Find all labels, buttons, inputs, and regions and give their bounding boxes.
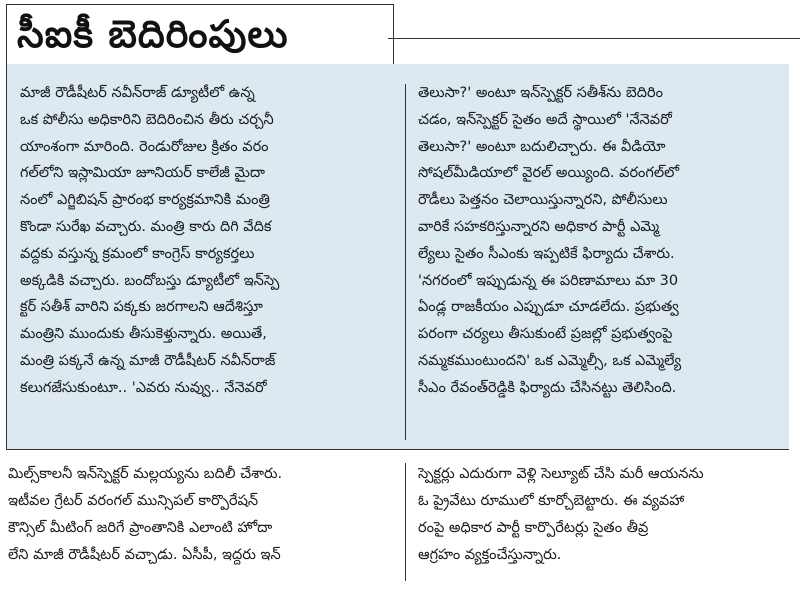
text-line: రౌడీలు పెత్తనం చెలాయిస్తున్నారని, పోలీసులు (418, 192, 668, 209)
text-line: మిల్స్‌కాలనీ ఇన్‌స్పెక్టర్ మల్లయ్యను బదిలీ చేశారు. (8, 466, 283, 482)
text-line: వద్దకు వస్తున్న క్రమంలో కాంగ్రెస్ కార్యకర్తలు (20, 245, 255, 262)
text-line: నంలో ఎగ్జిబిషన్ ప్రారంభ కార్యక్రమానికి మంత్రి (20, 192, 270, 209)
text-line: క్టర్ సతీశ్ వారిని పక్కకు జరగాలని ఆదేశిస్తూ (20, 299, 263, 316)
text-line: మాజీ రౌడీషీటర్ నవీన్‌రాజ్ డ్యూటీలో ఉన్న (20, 85, 255, 101)
text-line: వారికే సహకరిస్తున్నారని అధికార పార్టీ ఎమ్మె (418, 218, 660, 235)
text-line: మంత్రి పక్కనే ఉన్న మాజీ రౌడీషీటర్ నవీన్‌రాజ్ (20, 352, 276, 369)
text-line: గల్‌లోని ఇస్లామియా జూనియర్ కాలేజీ మైదా (20, 165, 265, 182)
column-divider (405, 463, 406, 581)
text-line: నమ్మకముంటుందని' ఒక ఎమ్మెల్సీ, ఒక ఎమ్మెల్యే (418, 352, 682, 369)
text-line: తెలుసా?' అంటూ బదులిచ్చారు. ఈ వీడియో (418, 138, 666, 155)
headline-rule (388, 38, 800, 39)
bottom-left-column (8, 461, 396, 569)
text-line: ఏండ్ల రాజకీయం ఎప్పుడూ చూడలేదు. ప్రభుత్వ (418, 299, 679, 316)
text-line: సీఎం రేవంత్‌రెడ్డికి ఫిర్యాదు చేసినట్టు తెలిసింది. (418, 379, 677, 396)
text-line: అక్కడికి వచ్చారు. బందోబస్తు డ్యూటీలో ఇన్‌స్పె (20, 272, 280, 289)
text-line: ఆగ్రహం వ్యక్తంచేస్తున్నారు. (418, 547, 562, 563)
text-line: స్పెక్టర్లు ఎదురుగా వెళ్లి సెల్యూట్ చేసి మరీ ఆయనను (418, 466, 704, 482)
column-divider (405, 84, 406, 440)
headline: సీఐకీ బెదిరింపులు (17, 12, 289, 56)
text-line: చడం, ఇన్‌స్పెక్టర్ సైతం అదే స్థాయిలో 'నేనెవరో (418, 111, 672, 128)
text-line: 'నగరంలో ఇప్పుడున్న ఈ పరిణామాలు మా 30 (418, 272, 679, 289)
text-line: కొండా సురేఖ వచ్చారు. మంత్రి కారు దిగి వేదిక (20, 218, 272, 235)
text-line: యాంశంగా మారింది. రెండురోజుల క్రితం వరం (20, 138, 269, 155)
boxed-right-column (418, 80, 780, 402)
text-line: సోషల్‌మీడియాలో వైరల్ అయ్యింది. వరంగల్‌లో (418, 165, 680, 182)
bottom-right-column (418, 461, 788, 569)
text-line: ఓ ప్రైవేటు రూములో కూర్చోబెట్టారు. ఈ వ్యవహా (418, 493, 685, 509)
text-line: పరంగా చర్యలు తీసుకుంటే ప్రజల్లో ప్రభుత్వంపై (418, 326, 673, 343)
text-line: ఒక పోలీసు అధికారిని బెదిరించిన తీరు చర్చనీ (20, 111, 274, 128)
text-line: మంత్రిని ముందుకు తీసుకెళ్తున్నారు. అయితే, (20, 326, 267, 343)
text-line: తెలుసా?' అంటూ ఇన్‌స్పెక్టర్ సతీశ్‌ను బెదిరిం (418, 85, 663, 101)
boxed-left-column (20, 80, 396, 402)
text-line: రంపై అధికార పార్టీ కార్పొరేటర్లు సైతం తీవ్ర (418, 520, 649, 536)
headline-box (6, 4, 394, 65)
text-line: కౌన్సిల్ మీటింగ్ జరిగే ప్రాంతానికి ఎలాంటి హోదా (8, 520, 273, 536)
text-line: కలుగజేసుకుంటూ.. 'ఎవరు నువ్వు.. నేనెవరో (20, 379, 267, 396)
text-line: ఇటీవల గ్రేటర్ వరంగల్ మున్సిపల్ కార్పొరేషన్ (8, 493, 259, 509)
text-line: లేని మాజీ రౌడీషీటర్ వచ్చాడు. ఏసీపీ, ఇద్దరు ఇన్ (8, 547, 281, 563)
text-line: ల్యేలు సైతం సీఎంకు ఇప్పటికే ఫిర్యాదు చేశారు. (418, 245, 675, 262)
